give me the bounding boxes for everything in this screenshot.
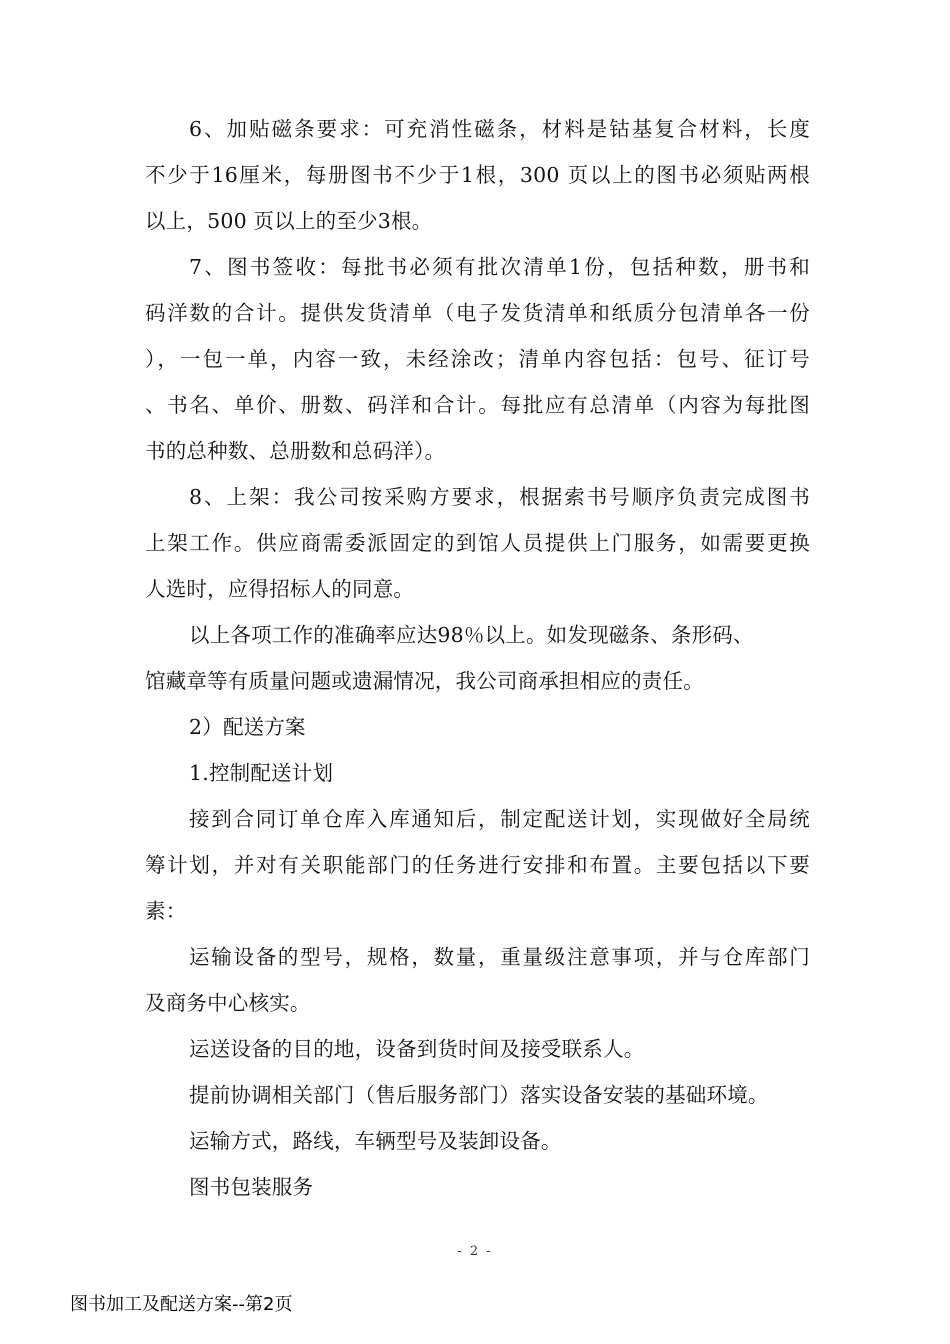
text-line: 接到合同订单仓库入库通知后，制定配送计划，实现做好全局统 bbox=[189, 807, 810, 831]
text-line: 及商务中心核实。 bbox=[145, 991, 311, 1015]
text-line: 以上各项工作的准确率应达98％以上。如发现磁条、条形码、 bbox=[189, 623, 754, 647]
text-line: 筹计划，并对有关职能部门的任务进行安排和布置。主要包括以下要 bbox=[145, 853, 810, 877]
text-line: 8、上架：我公司按采购方要求，根据索书号顺序负责完成图书 bbox=[189, 485, 810, 509]
text-line: 2）配送方案 bbox=[189, 715, 306, 739]
text-line: 运送设备的目的地，设备到货时间及接受联系人。 bbox=[189, 1037, 645, 1061]
footer-caption: 图书加工及配送方案--第2页 bbox=[70, 1294, 293, 1315]
page-number: - 2 - bbox=[457, 1244, 493, 1259]
text-line: 运输设备的型号，规格，数量，重量级注意事项，并与仓库部门 bbox=[189, 945, 810, 969]
document-body bbox=[145, 106, 810, 1210]
text-line: 7、图书签收：每批书必须有批次清单1份，包括种数，册书和 bbox=[189, 255, 810, 279]
text-line: 书的总种数、总册数和总码洋）。 bbox=[145, 439, 446, 463]
text-line: 以上，500 页以上的至少3根。 bbox=[145, 209, 433, 233]
text-line: 运输方式，路线，车辆型号及装卸设备。 bbox=[189, 1129, 562, 1153]
text-line: 人选时，应得招标人的同意。 bbox=[145, 577, 415, 601]
text-line: 6、加贴磁条要求：可充消性磁条，材料是钴基复合材料，长度 bbox=[189, 117, 810, 141]
text-line: ），一包一单，内容一致，未经涂改；清单内容包括：包号、征订号 bbox=[145, 347, 810, 371]
text-line: 上架工作。供应商需委派固定的到馆人员提供上门服务，如需要更换 bbox=[145, 531, 810, 555]
text-line: 素： bbox=[145, 899, 187, 923]
text-line: 码洋数的合计。提供发货清单（电子发货清单和纸质分包清单各一份 bbox=[145, 301, 810, 325]
text-line: 提前协调相关部门（售后服务部门）落实设备安装的基础环境。 bbox=[189, 1083, 769, 1107]
text-line: 馆藏章等有质量问题或遗漏情况，我公司商承担相应的责任。 bbox=[145, 669, 704, 693]
text-line: 不少于16厘米，每册图书不少于1根，300 页以上的图书必须贴两根 bbox=[145, 163, 810, 187]
text-line: 图书包装服务 bbox=[189, 1175, 314, 1199]
text-line: 、书名、单价、册数、码洋和合计。每批应有总清单（内容为每批图 bbox=[145, 393, 810, 417]
text-line: 1.控制配送计划 bbox=[189, 761, 334, 785]
